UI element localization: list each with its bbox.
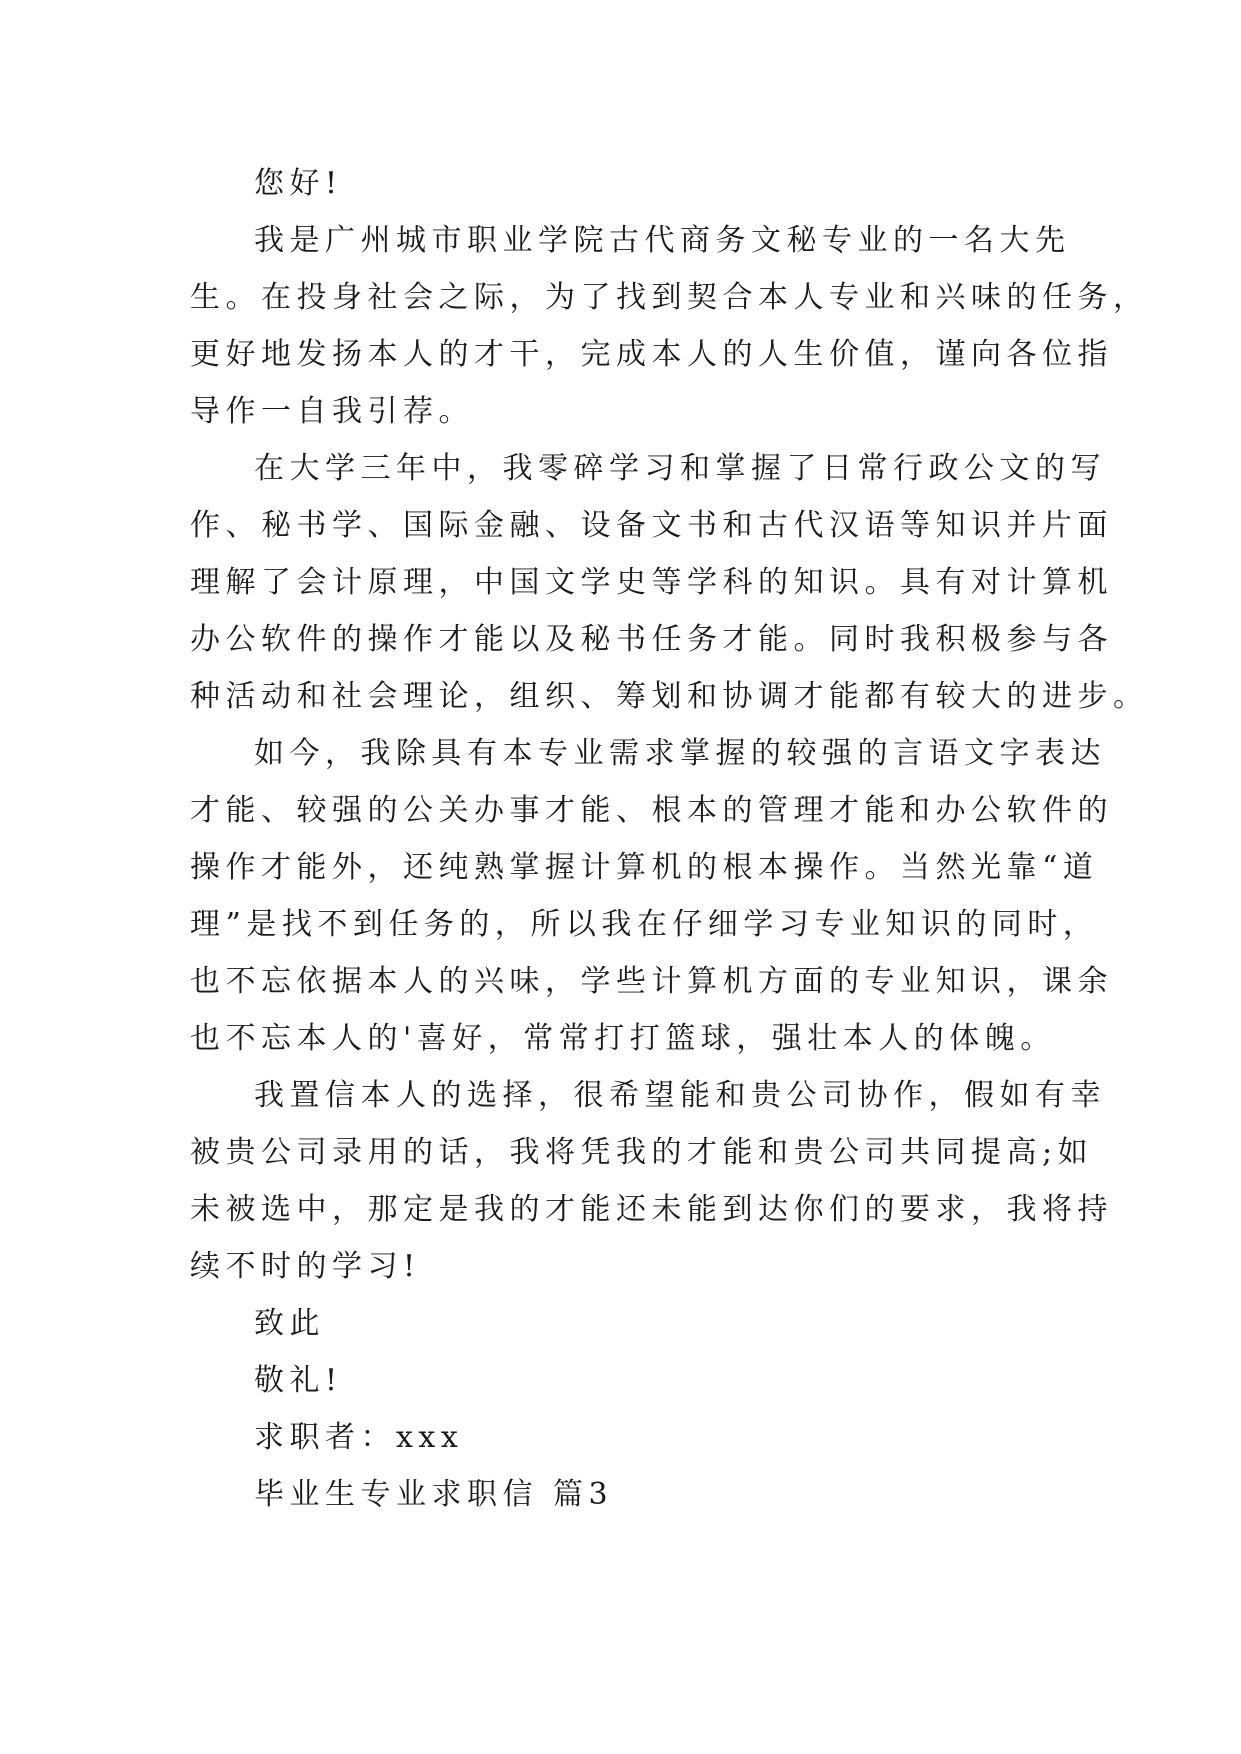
paragraph-line: 被贵公司录用的话，我将凭我的才能和贵公司共同提高;如 (190, 1135, 1094, 1170)
paragraph-line: 我置信本人的选择，很希望能和贵公司协作，假如有幸 (254, 1078, 1106, 1113)
paragraph-line: 办公软件的操作才能以及秘书任务才能。同时我积极参与各 (190, 622, 1113, 657)
paragraph-line: 也不忘依据本人的兴味，学些计算机方面的专业知识，课余 (190, 964, 1113, 999)
paragraph-line: 生。在投身社会之际，为了找到契合本人专业和兴味的任务， (190, 280, 1149, 315)
paragraph-2 (190, 440, 1149, 725)
next-section-heading: 毕业生专业求职信 篇3 (254, 1477, 614, 1512)
paragraph-line: 如今，我除具有本专业需求掌握的较强的言语文字表达 (254, 736, 1106, 771)
paragraph-line: 理解了会计原理，中国文学史等学科的知识。具有对计算机 (190, 565, 1113, 600)
greeting: 您好! (254, 166, 343, 201)
paragraph-1 (190, 212, 1149, 440)
paragraph-line: 操作才能外，还纯熟掌握计算机的根本操作。当然光靠“道 (190, 850, 1099, 885)
paragraph-3 (190, 725, 1113, 1067)
paragraph-line: 更好地发扬本人的才干，完成本人的人生价值，谨向各位指 (190, 337, 1113, 372)
paragraph-4 (190, 1067, 1113, 1295)
paragraph-line: 才能、较强的公关办事才能、根本的管理才能和办公软件的 (190, 793, 1113, 828)
paragraph-line: 未被选中，那定是我的才能还未能到达你们的要求，我将持 (190, 1192, 1113, 1227)
signature: 求职者：xxx (254, 1420, 464, 1455)
paragraph-line: 种活动和社会理论，组织、筹划和协调才能都有较大的进步。 (190, 679, 1149, 714)
paragraph-line: 续不时的学习! (190, 1249, 421, 1284)
paragraph-line: 我是广州城市职业学院古代商务文秘专业的一名大先 (254, 223, 1071, 258)
closing: 致此 (254, 1306, 325, 1341)
paragraph-line: 理”是找不到任务的，所以我在仔细学习专业知识的同时， (190, 907, 1099, 942)
paragraph-line: 作、秘书学、国际金融、设备文书和古代汉语等知识并片面 (190, 508, 1113, 543)
salute: 敬礼! (254, 1363, 343, 1398)
paragraph-line: 也不忘本人的'喜好，常常打打篮球，强壮本人的体魄。 (190, 1021, 1056, 1056)
paragraph-line: 导作一自我引荐。 (190, 394, 474, 429)
letter-page (190, 155, 1149, 1523)
paragraph-line: 在大学三年中，我零碎学习和掌握了日常行政公文的写 (254, 451, 1106, 486)
